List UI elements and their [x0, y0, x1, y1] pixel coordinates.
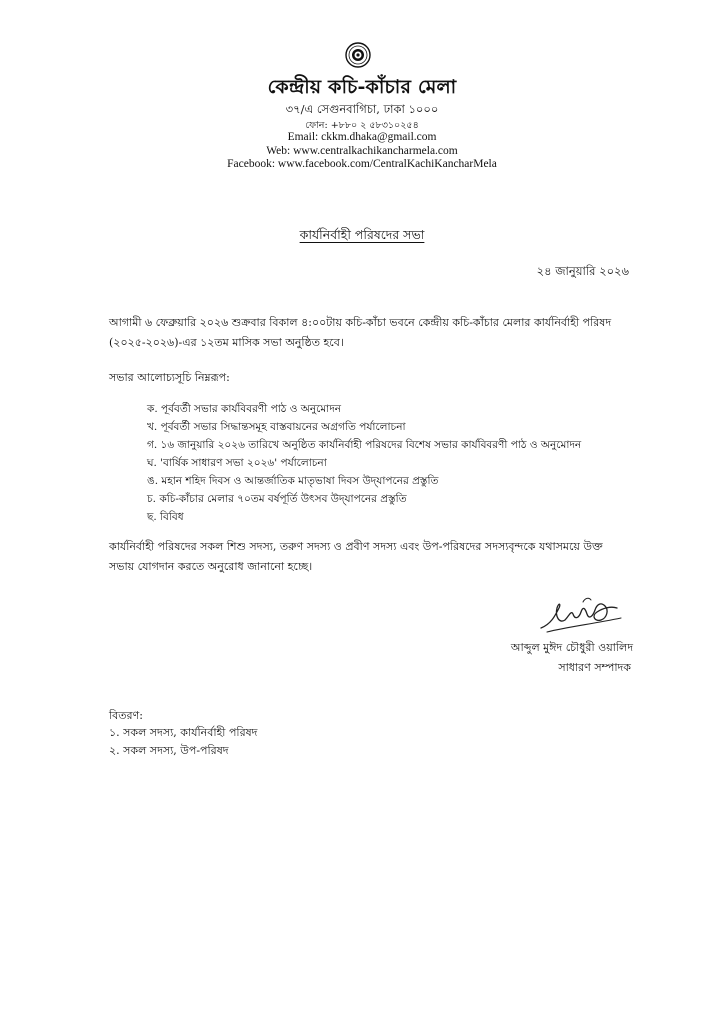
organization-name: কেন্দ্রীয় কচি-কাঁচার মেলা [267, 76, 457, 98]
organization-address: ৩৭/এ সেগুনবাগিচা, ঢাকা ১০০০ [285, 102, 439, 116]
distribution-item: ১. সকল সদস্য, কার্যনির্বাহী পরিষদ [109, 726, 258, 739]
agenda-item: ক. পূর্ববর্তী সভার কার্যবিবরণী পাঠ ও অনুমোদন [147, 403, 341, 415]
signatory-name: আব্দুল মুঈদ চৌধুরী ওয়ালিদ [510, 641, 633, 654]
distribution-item: ২. সকল সদস্য, উপ-পরিষদ [109, 744, 229, 757]
organization-facebook: Facebook: www.facebook.com/CentralKachiKancharMela [227, 158, 497, 170]
agenda-item: ছ. বিবিধ [147, 511, 184, 523]
agenda-item: ঙ. মহান শহিদ দিবস ও আন্তর্জাতিক মাতৃভাষা দিবস উদ্‌যাপনের প্রস্তুতি [147, 475, 439, 487]
organization-emblem-icon [345, 42, 371, 68]
distribution-title: বিতরণ: [109, 709, 143, 722]
agenda-list [147, 400, 581, 526]
attendance-request-paragraph: কার্যনির্বাহী পরিষদের সকল শিশু সদস্য, তরুণ সদস্য ও প্রবীণ সদস্য এবং উপ-পরিষদের সদস্যবৃন্দকে যথাসময়ে উক্ত সভায় যোগদান করতে অনুরোধ জানানো হচ্ছে। [109, 540, 603, 573]
meeting-announcement-paragraph: আগামী ৬ ফেব্রুয়ারি ২০২৬ শুক্রবার বিকাল ৪:০০টায় কচি-কাঁচা ভবনে কেন্দ্রীয় কচি-কাঁচার মেলার কার্যনির্বাহী পরিষদ (২০২৫-২০২৬)-এর ১২তম মাসিক সভা অনুষ্ঠিত হবে। [109, 316, 612, 349]
agenda-item: গ. ১৬ জানুয়ারি ২০২৬ তারিখে অনুষ্ঠিত কার্যনির্বাহী পরিষদের বিশেষ সভার কার্যবিবরণী পাঠ ও অনুমোদন [147, 439, 582, 451]
organization-email: Email: ckkm.dhaka@gmail.com [287, 131, 437, 143]
signatory-designation: সাধারণ সম্পাদক [558, 661, 631, 674]
distribution-list [109, 724, 257, 760]
organization-phone: ফোন: +৮৮০ ২ ৫৮৩১০২৫৪ [305, 120, 419, 131]
organization-website: Web: www.centralkachikancharmela.com [266, 145, 458, 157]
agenda-item: ঘ. 'বার্ষিক সাধারণ সভা ২০২৬' পর্যালোচনা [147, 457, 327, 469]
handwritten-signature [537, 594, 627, 636]
agenda-intro: সভার আলোচ্যসূচি নিম্নরূপ: [109, 371, 230, 384]
notice-date: ২৪ জানুয়ারি ২০২৬ [536, 264, 629, 278]
agenda-item: চ. কচি-কাঁচার মেলার ৭০তম বর্ষপূর্তি উৎসব উদ্‌যাপনের প্রস্তুতি [147, 493, 407, 505]
notice-subject-text: কার্যনির্বাহী পরিষদের সভা [299, 227, 425, 242]
agenda-item: খ. পূর্ববর্তী সভার সিদ্ধান্তসমূহ বাস্তবায়নের অগ্রগতি পর্যালোচনা [147, 421, 406, 433]
notice-subject [0, 227, 724, 247]
